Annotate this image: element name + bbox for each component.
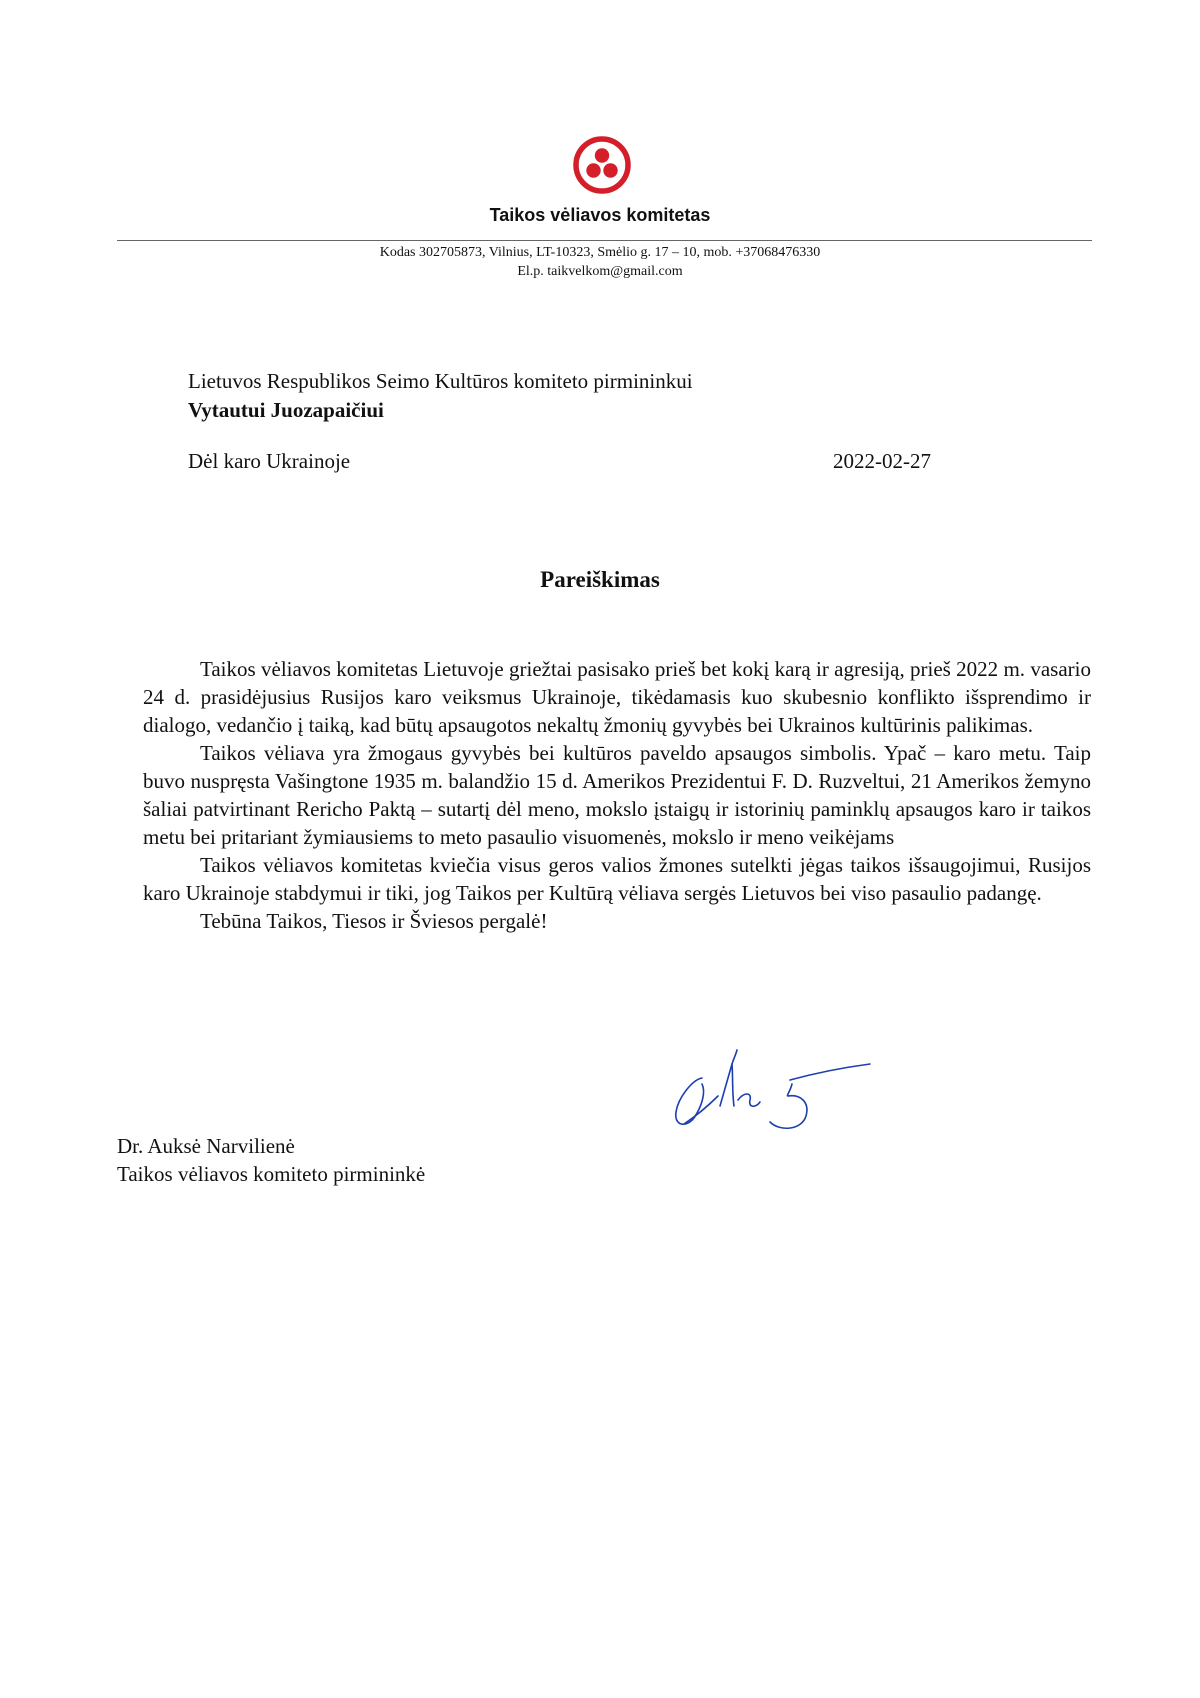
contact-details: Kodas 302705873, Vilnius, LT-10323, Smėlio g. 17 – 10, mob. +37068476330 xyxy=(379,245,821,260)
handwritten-signature-icon xyxy=(662,1040,882,1145)
paragraph: Taikos vėliavos komitetas kviečia visus geros valios žmones sutelkti jėgas taikos išsaugojimui, Rusijos karo Ukrainoje stabdymui ir tiki, jog Taikos per Kultūrą vėliava sergės Lietuvos bei viso pasaulio padangę. xyxy=(143,853,1091,905)
letter-subject: Dėl karo Ukrainoje xyxy=(188,449,351,473)
contact-email: El.p. taikvelkom@gmail.com xyxy=(517,264,683,279)
signer-role: Taikos vėliavos komiteto pirmininkė xyxy=(117,1162,426,1186)
signer-block xyxy=(117,1132,425,1188)
paragraph: Taikos vėliavos komitetas Lietuvoje griežtai pasisako prieš bet kokį karą ir agresiją, prieš 2022 m. vasario 24 d. prasidėjusius Rusijos karo veiksmus Ukrainoje, tikėdamasis kuo skubesnio konflikto išsprendimo ir dialogo, vedančio į taiką, kad būtų apsaugotos nekaltų žmonių gyvybės bei Ukrainos kultūrinis palikimas. xyxy=(143,657,1091,737)
organization-name: Taikos vėliavos komitetas xyxy=(489,205,711,225)
signer-name: Dr. Auksė Narvilienė xyxy=(117,1134,295,1158)
banner-of-peace-logo-icon xyxy=(572,135,632,195)
addressee-title: Lietuvos Respublikos Seimo Kultūros komiteto pirmininkui xyxy=(188,369,693,393)
closing-line: Tebūna Taikos, Tiesos ir Šviesos pergalė! xyxy=(200,909,548,933)
addressee-block xyxy=(188,367,693,425)
header-divider xyxy=(117,240,1092,241)
document-title: Pareiškimas xyxy=(540,567,660,592)
letter-date: 2022-02-27 xyxy=(833,449,931,473)
statement-body xyxy=(143,655,1091,935)
paragraph: Taikos vėliava yra žmogaus gyvybės bei kultūros paveldo apsaugos simbolis. Ypač – karo metu. Taip buvo nuspręsta Vašingtone 1935 m. balandžio 15 d. Amerikos Prezidentui F. D. Ruzveltui, 21 Amerikos žemyno šaliai patvirtinant Rericho Paktą – sutartį dėl meno, mokslo įstaigų ir istorinių paminklų apsaugos karo ir taikos metu bei pritariant žymiausiems to meto pasaulio visuomenės, mokslo ir meno veikėjams xyxy=(143,741,1091,849)
addressee-name: Vytautui Juozapaičiui xyxy=(188,398,384,422)
